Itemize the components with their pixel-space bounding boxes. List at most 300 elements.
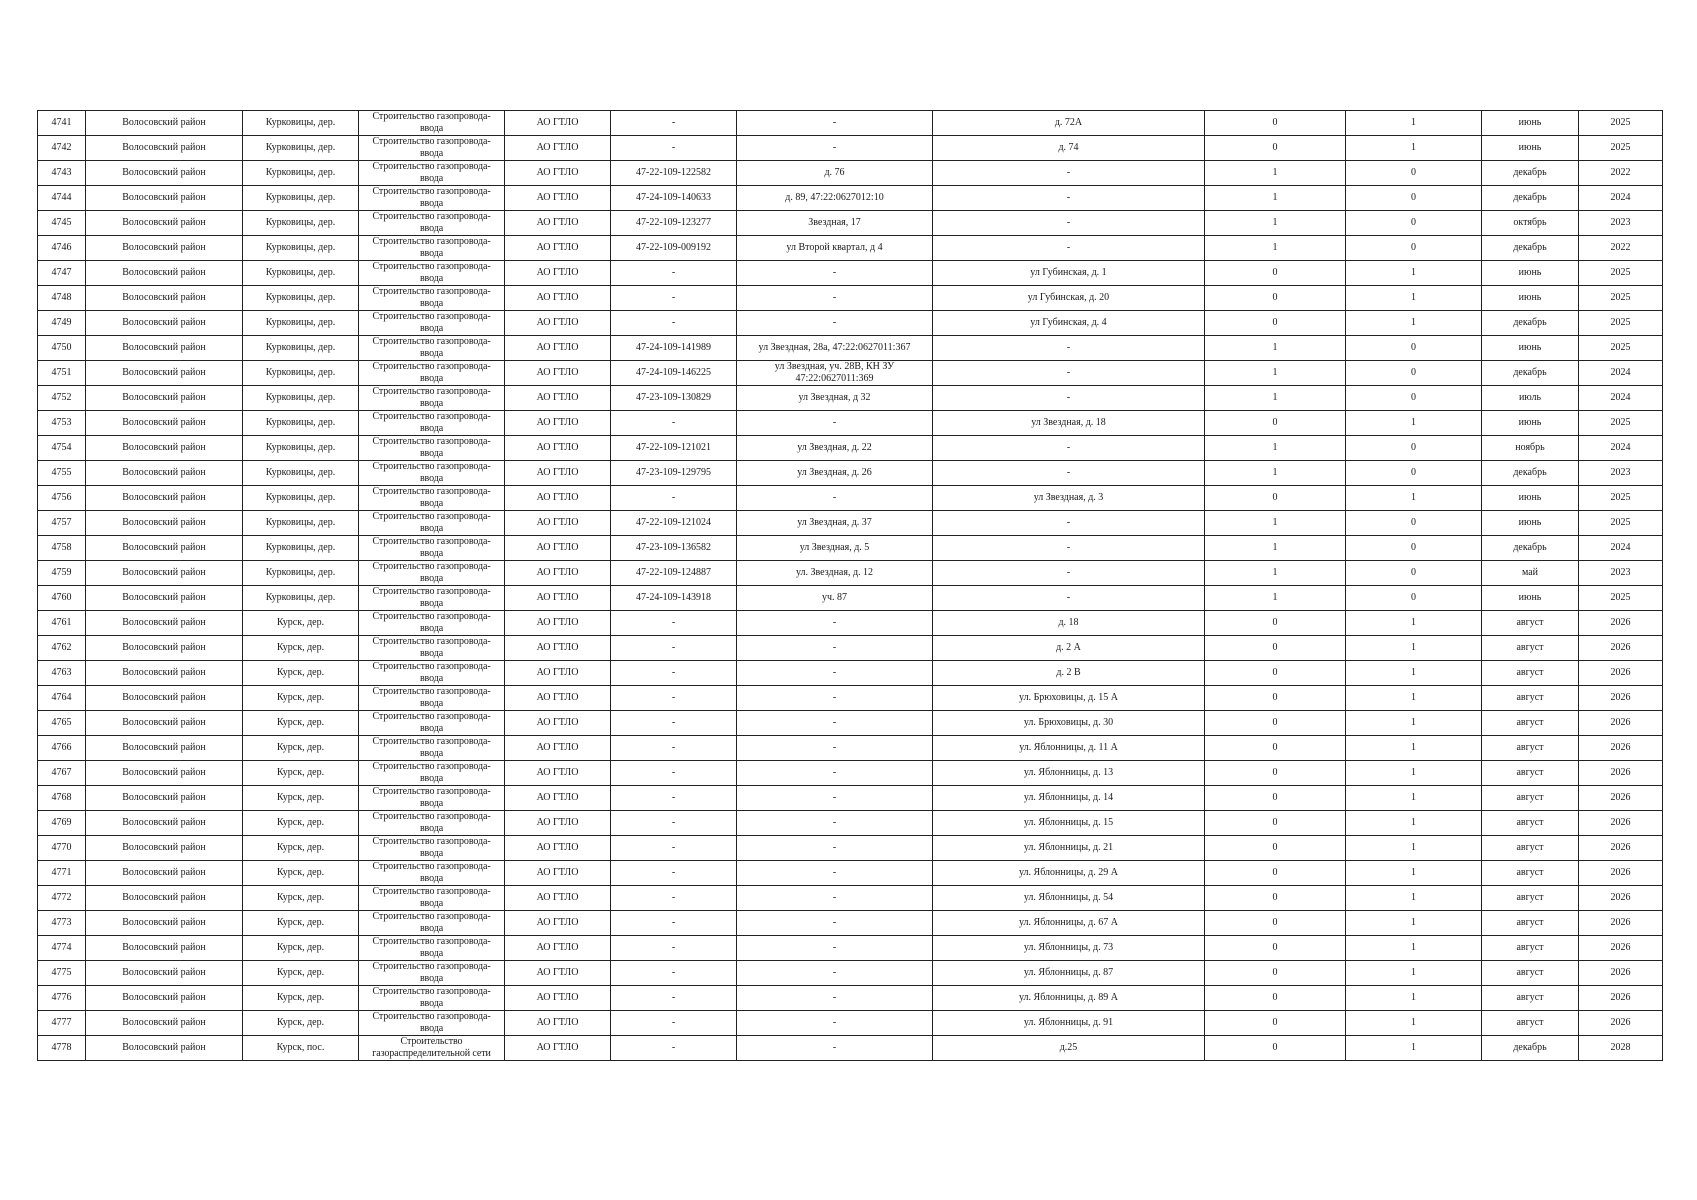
cell-address: - xyxy=(737,686,933,711)
cell-month: октябрь xyxy=(1482,211,1579,236)
cell-contract-number: - xyxy=(611,686,737,711)
cell-count-planned: 1 xyxy=(1346,961,1482,986)
table-row xyxy=(38,586,1663,611)
cell-count-existing: 1 xyxy=(1205,436,1346,461)
cell-settlement: Курковицы, дер. xyxy=(243,311,359,336)
cell-settlement: Курск, дер. xyxy=(243,836,359,861)
cell-address-planned: д. 18 xyxy=(933,611,1205,636)
cell-address-planned: д. 72А xyxy=(933,111,1205,136)
cell-row-number: 4756 xyxy=(38,486,86,511)
cell-address-planned: ул Губинская, д. 4 xyxy=(933,311,1205,336)
cell-count-planned: 1 xyxy=(1346,736,1482,761)
cell-organization: АО ГТЛО xyxy=(505,1011,611,1036)
cell-count-planned: 1 xyxy=(1346,861,1482,886)
cell-organization: АО ГТЛО xyxy=(505,136,611,161)
cell-address: - xyxy=(737,911,933,936)
cell-row-number: 4752 xyxy=(38,386,86,411)
cell-district: Волосовский район xyxy=(86,1036,243,1061)
cell-count-existing: 0 xyxy=(1205,111,1346,136)
cell-district: Волосовский район xyxy=(86,686,243,711)
table-row xyxy=(38,811,1663,836)
cell-row-number: 4747 xyxy=(38,261,86,286)
table-row xyxy=(38,786,1663,811)
cell-count-planned: 1 xyxy=(1346,1036,1482,1061)
cell-address-planned: ул. Брюховицы, д. 15 А xyxy=(933,686,1205,711)
table-row xyxy=(38,636,1663,661)
cell-month: август xyxy=(1482,886,1579,911)
cell-row-number: 4762 xyxy=(38,636,86,661)
cell-year: 2026 xyxy=(1579,936,1663,961)
cell-address-planned: ул. Брюховицы, д. 30 xyxy=(933,711,1205,736)
cell-settlement: Курковицы, дер. xyxy=(243,236,359,261)
cell-row-number: 4772 xyxy=(38,886,86,911)
cell-work-type: Строительство газопровода-ввода xyxy=(359,436,505,461)
cell-count-existing: 0 xyxy=(1205,661,1346,686)
cell-year: 2025 xyxy=(1579,586,1663,611)
cell-organization: АО ГТЛО xyxy=(505,236,611,261)
cell-row-number: 4769 xyxy=(38,811,86,836)
cell-year: 2026 xyxy=(1579,786,1663,811)
cell-address-planned: ул. Яблонницы, д. 89 А xyxy=(933,986,1205,1011)
cell-count-planned: 1 xyxy=(1346,686,1482,711)
cell-district: Волосовский район xyxy=(86,261,243,286)
cell-work-type: Строительство газопровода-ввода xyxy=(359,986,505,1011)
cell-settlement: Курковицы, дер. xyxy=(243,211,359,236)
cell-work-type: Строительство газопровода-ввода xyxy=(359,911,505,936)
cell-month: июнь xyxy=(1482,586,1579,611)
cell-district: Волосовский район xyxy=(86,461,243,486)
cell-organization: АО ГТЛО xyxy=(505,636,611,661)
cell-contract-number: 47-22-109-122582 xyxy=(611,161,737,186)
cell-count-planned: 1 xyxy=(1346,136,1482,161)
cell-address: - xyxy=(737,786,933,811)
cell-work-type: Строительство газопровода-ввода xyxy=(359,836,505,861)
table-row xyxy=(38,386,1663,411)
cell-settlement: Курск, дер. xyxy=(243,711,359,736)
cell-settlement: Курковицы, дер. xyxy=(243,536,359,561)
cell-settlement: Курск, дер. xyxy=(243,761,359,786)
cell-row-number: 4761 xyxy=(38,611,86,636)
cell-count-existing: 0 xyxy=(1205,286,1346,311)
cell-count-planned: 1 xyxy=(1346,786,1482,811)
cell-contract-number: - xyxy=(611,311,737,336)
cell-row-number: 4743 xyxy=(38,161,86,186)
cell-count-planned: 1 xyxy=(1346,936,1482,961)
cell-year: 2025 xyxy=(1579,411,1663,436)
cell-district: Волосовский район xyxy=(86,586,243,611)
cell-district: Волосовский район xyxy=(86,811,243,836)
cell-settlement: Курск, дер. xyxy=(243,861,359,886)
cell-month: декабрь xyxy=(1482,361,1579,386)
cell-district: Волосовский район xyxy=(86,736,243,761)
cell-count-planned: 0 xyxy=(1346,336,1482,361)
cell-work-type: Строительство газопровода-ввода xyxy=(359,336,505,361)
cell-year: 2022 xyxy=(1579,236,1663,261)
cell-settlement: Курск, дер. xyxy=(243,936,359,961)
cell-organization: АО ГТЛО xyxy=(505,836,611,861)
cell-settlement: Курковицы, дер. xyxy=(243,411,359,436)
cell-organization: АО ГТЛО xyxy=(505,1036,611,1061)
cell-month: декабрь xyxy=(1482,1036,1579,1061)
cell-year: 2024 xyxy=(1579,536,1663,561)
cell-count-planned: 1 xyxy=(1346,911,1482,936)
cell-month: июнь xyxy=(1482,336,1579,361)
cell-count-planned: 1 xyxy=(1346,311,1482,336)
table-row xyxy=(38,611,1663,636)
cell-row-number: 4749 xyxy=(38,311,86,336)
cell-organization: АО ГТЛО xyxy=(505,261,611,286)
cell-district: Волосовский район xyxy=(86,311,243,336)
cell-address-planned: д. 74 xyxy=(933,136,1205,161)
cell-month: декабрь xyxy=(1482,161,1579,186)
cell-address: - xyxy=(737,986,933,1011)
cell-address: - xyxy=(737,136,933,161)
cell-organization: АО ГТЛО xyxy=(505,336,611,361)
cell-organization: АО ГТЛО xyxy=(505,311,611,336)
cell-organization: АО ГТЛО xyxy=(505,561,611,586)
cell-count-planned: 0 xyxy=(1346,511,1482,536)
table-row xyxy=(38,861,1663,886)
cell-row-number: 4748 xyxy=(38,286,86,311)
cell-contract-number: 47-24-109-141989 xyxy=(611,336,737,361)
cell-row-number: 4755 xyxy=(38,461,86,486)
cell-year: 2026 xyxy=(1579,761,1663,786)
cell-count-existing: 0 xyxy=(1205,261,1346,286)
cell-district: Волосовский район xyxy=(86,436,243,461)
table-row xyxy=(38,686,1663,711)
cell-row-number: 4777 xyxy=(38,1011,86,1036)
table-row xyxy=(38,236,1663,261)
cell-count-planned: 0 xyxy=(1346,436,1482,461)
table-row xyxy=(38,311,1663,336)
cell-address: ул Звездная, д. 26 xyxy=(737,461,933,486)
cell-row-number: 4750 xyxy=(38,336,86,361)
cell-count-existing: 1 xyxy=(1205,386,1346,411)
cell-address: ул Звездная, д 32 xyxy=(737,386,933,411)
cell-organization: АО ГТЛО xyxy=(505,586,611,611)
cell-address: ул. Звездная, д. 12 xyxy=(737,561,933,586)
cell-count-existing: 0 xyxy=(1205,786,1346,811)
cell-row-number: 4754 xyxy=(38,436,86,461)
cell-contract-number: - xyxy=(611,136,737,161)
cell-organization: АО ГТЛО xyxy=(505,686,611,711)
cell-count-planned: 0 xyxy=(1346,561,1482,586)
cell-work-type: Строительство газопровода-ввода xyxy=(359,861,505,886)
cell-district: Волосовский район xyxy=(86,661,243,686)
cell-count-planned: 1 xyxy=(1346,836,1482,861)
cell-month: август xyxy=(1482,611,1579,636)
cell-work-type: Строительство газопровода-ввода xyxy=(359,586,505,611)
cell-settlement: Курск, дер. xyxy=(243,1011,359,1036)
cell-year: 2026 xyxy=(1579,886,1663,911)
cell-address: - xyxy=(737,111,933,136)
cell-contract-number: - xyxy=(611,286,737,311)
cell-district: Волосовский район xyxy=(86,836,243,861)
cell-year: 2028 xyxy=(1579,1036,1663,1061)
cell-organization: АО ГТЛО xyxy=(505,986,611,1011)
cell-settlement: Курковицы, дер. xyxy=(243,361,359,386)
cell-address-planned: д. 2 В xyxy=(933,661,1205,686)
cell-settlement: Курковицы, дер. xyxy=(243,261,359,286)
cell-year: 2023 xyxy=(1579,211,1663,236)
cell-district: Волосовский район xyxy=(86,1011,243,1036)
cell-year: 2026 xyxy=(1579,811,1663,836)
table-row xyxy=(38,986,1663,1011)
cell-year: 2026 xyxy=(1579,686,1663,711)
cell-year: 2024 xyxy=(1579,186,1663,211)
cell-month: июнь xyxy=(1482,111,1579,136)
cell-count-planned: 0 xyxy=(1346,536,1482,561)
cell-year: 2025 xyxy=(1579,336,1663,361)
table-row xyxy=(38,361,1663,386)
cell-work-type: Строительство газопровода-ввода xyxy=(359,661,505,686)
cell-year: 2022 xyxy=(1579,161,1663,186)
cell-address-planned: ул. Яблонницы, д. 21 xyxy=(933,836,1205,861)
cell-address: - xyxy=(737,611,933,636)
cell-contract-number: 47-22-109-121024 xyxy=(611,511,737,536)
cell-count-existing: 0 xyxy=(1205,936,1346,961)
cell-address-planned: ул. Яблонницы, д. 11 А xyxy=(933,736,1205,761)
cell-district: Волосовский район xyxy=(86,711,243,736)
cell-work-type: Строительство газопровода-ввода xyxy=(359,461,505,486)
cell-address-planned: - xyxy=(933,211,1205,236)
cell-organization: АО ГТЛО xyxy=(505,436,611,461)
cell-address-planned: ул. Яблонницы, д. 29 А xyxy=(933,861,1205,886)
cell-row-number: 4763 xyxy=(38,661,86,686)
cell-month: август xyxy=(1482,911,1579,936)
cell-address: ул Звездная, д. 22 xyxy=(737,436,933,461)
cell-district: Волосовский район xyxy=(86,886,243,911)
cell-work-type: Строительство газопровода-ввода xyxy=(359,1011,505,1036)
cell-contract-number: 47-22-109-009192 xyxy=(611,236,737,261)
cell-address-planned: ул. Яблонницы, д. 14 xyxy=(933,786,1205,811)
cell-month: июнь xyxy=(1482,411,1579,436)
cell-month: август xyxy=(1482,761,1579,786)
cell-year: 2026 xyxy=(1579,911,1663,936)
cell-settlement: Курковицы, дер. xyxy=(243,336,359,361)
cell-address-planned: - xyxy=(933,461,1205,486)
cell-address: ул Звездная, д. 5 xyxy=(737,536,933,561)
cell-count-existing: 0 xyxy=(1205,736,1346,761)
table-row xyxy=(38,836,1663,861)
cell-month: июнь xyxy=(1482,261,1579,286)
cell-year: 2026 xyxy=(1579,711,1663,736)
cell-settlement: Курск, дер. xyxy=(243,636,359,661)
cell-address-planned: - xyxy=(933,361,1205,386)
cell-address: - xyxy=(737,286,933,311)
cell-year: 2025 xyxy=(1579,286,1663,311)
table-body xyxy=(38,111,1663,1061)
table-row xyxy=(38,436,1663,461)
cell-count-planned: 1 xyxy=(1346,1011,1482,1036)
cell-address: ул Звездная, уч. 28В, КН ЗУ 47:22:0627011:369 xyxy=(737,361,933,386)
cell-year: 2026 xyxy=(1579,736,1663,761)
cell-address-planned: ул. Яблонницы, д. 67 А xyxy=(933,911,1205,936)
cell-count-planned: 1 xyxy=(1346,486,1482,511)
table-row xyxy=(38,336,1663,361)
cell-contract-number: - xyxy=(611,1011,737,1036)
cell-settlement: Курск, дер. xyxy=(243,611,359,636)
cell-district: Волосовский район xyxy=(86,361,243,386)
cell-work-type: Строительство газопровода-ввода xyxy=(359,786,505,811)
cell-address-planned: - xyxy=(933,186,1205,211)
cell-contract-number: 47-23-109-136582 xyxy=(611,536,737,561)
cell-count-planned: 0 xyxy=(1346,211,1482,236)
cell-month: май xyxy=(1482,561,1579,586)
cell-month: август xyxy=(1482,811,1579,836)
cell-year: 2023 xyxy=(1579,561,1663,586)
table-row xyxy=(38,111,1663,136)
cell-address: уч. 87 xyxy=(737,586,933,611)
cell-year: 2024 xyxy=(1579,436,1663,461)
cell-organization: АО ГТЛО xyxy=(505,786,611,811)
cell-district: Волосовский район xyxy=(86,211,243,236)
cell-settlement: Курск, дер. xyxy=(243,736,359,761)
cell-month: декабрь xyxy=(1482,311,1579,336)
table-row xyxy=(38,761,1663,786)
cell-row-number: 4764 xyxy=(38,686,86,711)
cell-address: - xyxy=(737,1011,933,1036)
cell-contract-number: - xyxy=(611,711,737,736)
table-row xyxy=(38,561,1663,586)
cell-contract-number: - xyxy=(611,936,737,961)
cell-month: июнь xyxy=(1482,286,1579,311)
cell-work-type: Строительство газопровода-ввода xyxy=(359,211,505,236)
cell-year: 2025 xyxy=(1579,486,1663,511)
cell-district: Волосовский район xyxy=(86,386,243,411)
cell-count-planned: 1 xyxy=(1346,761,1482,786)
cell-row-number: 4773 xyxy=(38,911,86,936)
cell-year: 2026 xyxy=(1579,611,1663,636)
cell-year: 2025 xyxy=(1579,111,1663,136)
cell-row-number: 4742 xyxy=(38,136,86,161)
cell-address-planned: д. 2 А xyxy=(933,636,1205,661)
cell-district: Волосовский район xyxy=(86,761,243,786)
cell-count-planned: 1 xyxy=(1346,261,1482,286)
cell-organization: АО ГТЛО xyxy=(505,661,611,686)
cell-contract-number: - xyxy=(611,636,737,661)
cell-address-planned: - xyxy=(933,161,1205,186)
cell-count-existing: 1 xyxy=(1205,361,1346,386)
cell-count-existing: 0 xyxy=(1205,911,1346,936)
cell-year: 2026 xyxy=(1579,861,1663,886)
cell-organization: АО ГТЛО xyxy=(505,411,611,436)
cell-row-number: 4776 xyxy=(38,986,86,1011)
cell-year: 2025 xyxy=(1579,311,1663,336)
cell-contract-number: - xyxy=(611,961,737,986)
cell-month: август xyxy=(1482,986,1579,1011)
cell-organization: АО ГТЛО xyxy=(505,911,611,936)
cell-count-existing: 0 xyxy=(1205,686,1346,711)
cell-work-type: Строительство газопровода-ввода xyxy=(359,761,505,786)
cell-row-number: 4771 xyxy=(38,861,86,886)
cell-address-planned: - xyxy=(933,436,1205,461)
cell-work-type: Строительство газопровода-ввода xyxy=(359,261,505,286)
cell-address: - xyxy=(737,411,933,436)
cell-contract-number: - xyxy=(611,986,737,1011)
cell-month: август xyxy=(1482,1011,1579,1036)
cell-address-planned: ул. Яблонницы, д. 73 xyxy=(933,936,1205,961)
cell-address-planned: д.25 xyxy=(933,1036,1205,1061)
cell-month: август xyxy=(1482,661,1579,686)
cell-contract-number: - xyxy=(611,1036,737,1061)
cell-settlement: Курковицы, дер. xyxy=(243,511,359,536)
cell-count-existing: 1 xyxy=(1205,561,1346,586)
cell-count-planned: 0 xyxy=(1346,236,1482,261)
cell-count-planned: 1 xyxy=(1346,286,1482,311)
cell-district: Волосовский район xyxy=(86,911,243,936)
table-row xyxy=(38,286,1663,311)
cell-settlement: Курск, дер. xyxy=(243,661,359,686)
cell-organization: АО ГТЛО xyxy=(505,811,611,836)
cell-district: Волосовский район xyxy=(86,336,243,361)
cell-count-existing: 0 xyxy=(1205,986,1346,1011)
cell-district: Волосовский район xyxy=(86,111,243,136)
cell-count-existing: 0 xyxy=(1205,311,1346,336)
cell-organization: АО ГТЛО xyxy=(505,886,611,911)
cell-district: Волосовский район xyxy=(86,636,243,661)
table-row xyxy=(38,961,1663,986)
cell-work-type: Строительство газопровода-ввода xyxy=(359,811,505,836)
table-row xyxy=(38,711,1663,736)
cell-count-existing: 0 xyxy=(1205,411,1346,436)
cell-work-type: Строительство газопровода-ввода xyxy=(359,611,505,636)
cell-month: июнь xyxy=(1482,486,1579,511)
cell-address: - xyxy=(737,836,933,861)
table-row xyxy=(38,486,1663,511)
cell-organization: АО ГТЛО xyxy=(505,536,611,561)
cell-count-planned: 1 xyxy=(1346,111,1482,136)
cell-month: июнь xyxy=(1482,511,1579,536)
cell-address-planned: ул. Яблонницы, д. 87 xyxy=(933,961,1205,986)
cell-count-planned: 1 xyxy=(1346,636,1482,661)
cell-row-number: 4770 xyxy=(38,836,86,861)
cell-organization: АО ГТЛО xyxy=(505,711,611,736)
cell-contract-number: 47-22-109-121021 xyxy=(611,436,737,461)
cell-contract-number: - xyxy=(611,911,737,936)
cell-address-planned: ул. Яблонницы, д. 54 xyxy=(933,886,1205,911)
table-row xyxy=(38,261,1663,286)
cell-work-type: Строительство газопровода-ввода xyxy=(359,111,505,136)
cell-district: Волосовский район xyxy=(86,611,243,636)
cell-address: д. 76 xyxy=(737,161,933,186)
cell-district: Волосовский район xyxy=(86,286,243,311)
cell-work-type: Строительство газопровода-ввода xyxy=(359,936,505,961)
table-row xyxy=(38,136,1663,161)
cell-month: ноябрь xyxy=(1482,436,1579,461)
cell-contract-number: - xyxy=(611,661,737,686)
cell-year: 2026 xyxy=(1579,836,1663,861)
cell-address-planned: - xyxy=(933,511,1205,536)
table-row xyxy=(38,461,1663,486)
cell-district: Волосовский район xyxy=(86,236,243,261)
cell-row-number: 4753 xyxy=(38,411,86,436)
cell-address: Звездная, 17 xyxy=(737,211,933,236)
cell-count-existing: 1 xyxy=(1205,236,1346,261)
cell-count-existing: 0 xyxy=(1205,861,1346,886)
cell-settlement: Курск, дер. xyxy=(243,886,359,911)
cell-address: д. 89, 47:22:0627012:10 xyxy=(737,186,933,211)
cell-year: 2025 xyxy=(1579,261,1663,286)
cell-month: декабрь xyxy=(1482,186,1579,211)
table-row xyxy=(38,186,1663,211)
cell-count-existing: 0 xyxy=(1205,1036,1346,1061)
cell-month: июль xyxy=(1482,386,1579,411)
cell-work-type: Строительство газопровода-ввода xyxy=(359,161,505,186)
cell-address-planned: ул Губинская, д. 20 xyxy=(933,286,1205,311)
cell-organization: АО ГТЛО xyxy=(505,386,611,411)
cell-work-type: Строительство газопровода-ввода xyxy=(359,486,505,511)
